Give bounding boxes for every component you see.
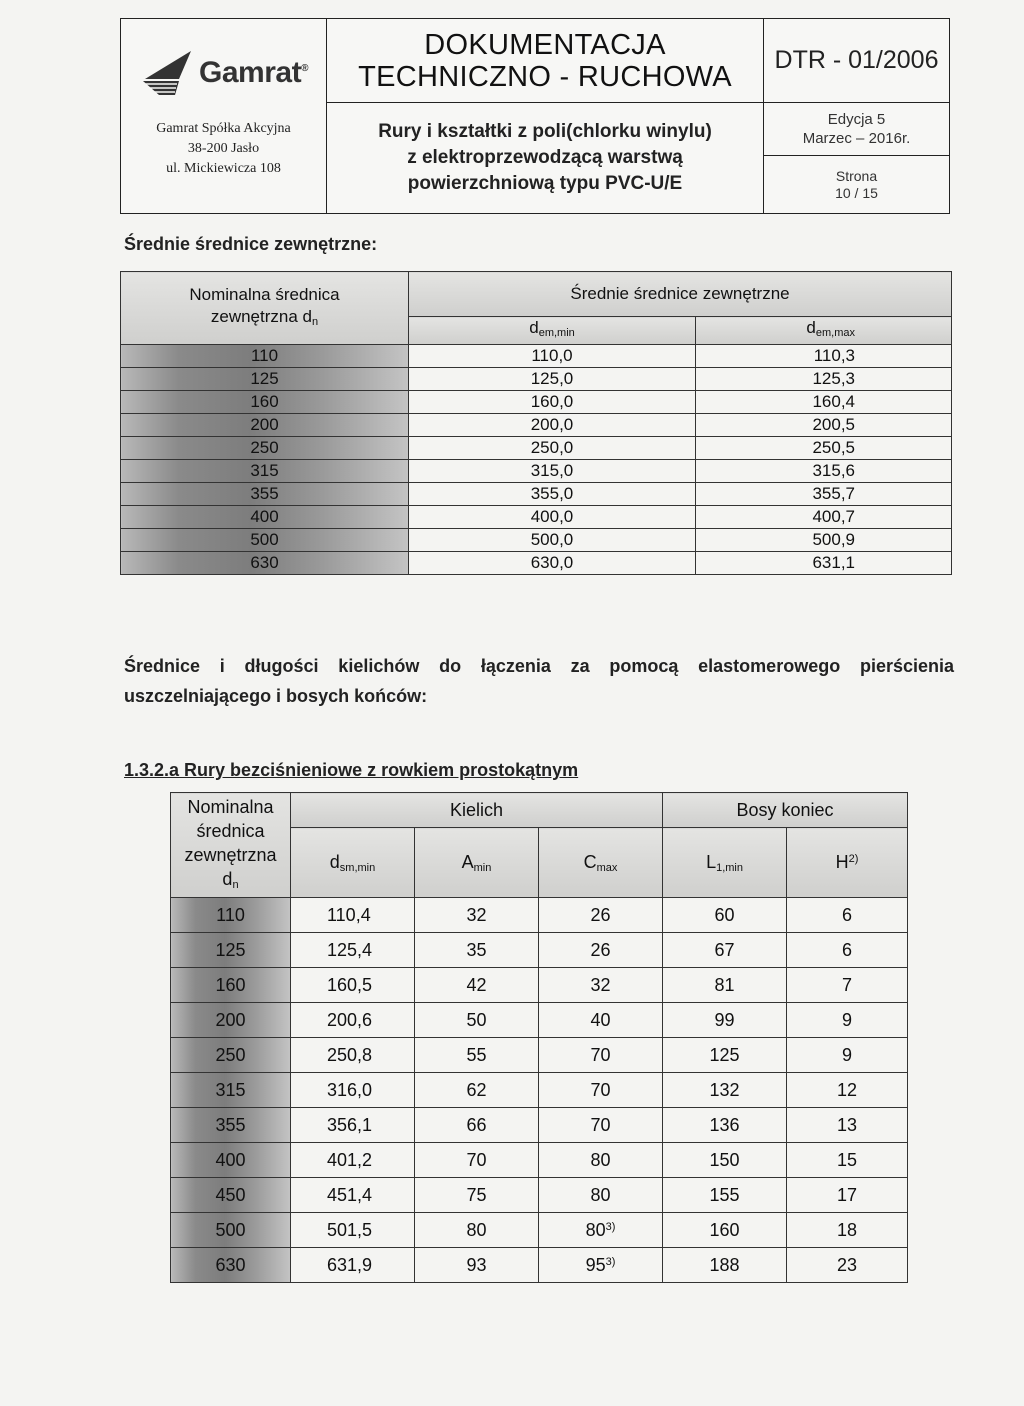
cell-l1-min: 155 — [663, 1178, 787, 1213]
cell-dsm-min: 451,4 — [291, 1178, 415, 1213]
header-dem-max: $d_{em,max}$ — [696, 317, 952, 345]
header-avg-group: Średnie średnice zewnętrzne — [409, 272, 952, 317]
cell-c-max: 80 — [539, 1178, 663, 1213]
cell-l1-min: 125 — [663, 1038, 787, 1073]
cell-dn: 110 — [171, 898, 291, 933]
cell-a-min: 35 — [415, 933, 539, 968]
company-city: 38-200 Jasło — [187, 141, 260, 156]
cell-dn: 125 — [121, 368, 409, 391]
table-row — [121, 506, 952, 529]
header-dsm-min: $d_{sm,min}$ — [291, 828, 415, 898]
cell-l1-min: 136 — [663, 1108, 787, 1143]
cell-dsm-min: 316,0 — [291, 1073, 415, 1108]
cell-l1-min: 188 — [663, 1248, 787, 1283]
cell-h: 6 — [787, 933, 908, 968]
header-a-min: $A_{min}$ — [415, 828, 539, 898]
cell-dn: 160 — [121, 391, 409, 414]
cell-a-min: 42 — [415, 968, 539, 1003]
table-row — [121, 345, 952, 368]
cell-h: 13 — [787, 1108, 908, 1143]
header-nominal-dn — [171, 793, 291, 898]
page-info — [764, 156, 949, 213]
doc-title-line-1: DOKUMENTACJA — [424, 28, 666, 61]
cell-a-min: 66 — [415, 1108, 539, 1143]
socket-dimensions-table — [170, 792, 908, 1283]
table-row — [121, 368, 952, 391]
title-cell — [327, 19, 764, 213]
cell-dem-min: 315,0 — [409, 460, 696, 483]
cell-a-min: 62 — [415, 1073, 539, 1108]
cell-dem-max: 250,5 — [696, 437, 952, 460]
header-bosy-koniec: Bosy koniec — [663, 793, 908, 828]
header-l1-min: $L_{1,min}$ — [663, 828, 787, 898]
header-dn-line-4: $d_n$ — [222, 869, 239, 891]
logo-cell — [121, 19, 327, 213]
avg-diameter-table — [120, 271, 952, 575]
socket-table-body — [171, 898, 908, 1283]
cell-dn: 160 — [171, 968, 291, 1003]
table-row — [171, 1073, 908, 1108]
cell-dn: 355 — [171, 1108, 291, 1143]
cell-dn: 125 — [171, 933, 291, 968]
table-row — [171, 1213, 908, 1248]
cell-dn: 630 — [121, 552, 409, 575]
cell-dem-max: 355,7 — [696, 483, 952, 506]
header-h: $H^{2)}$ — [787, 828, 908, 898]
cell-a-min: 75 — [415, 1178, 539, 1213]
cell-c-max: 32 — [539, 968, 663, 1003]
page-label: Strona — [835, 167, 878, 184]
cell-a-min: 80 — [415, 1213, 539, 1248]
table-row — [121, 391, 952, 414]
cell-dsm-min: 200,6 — [291, 1003, 415, 1038]
logo-text: Gamrat® — [199, 56, 308, 89]
cell-l1-min: 81 — [663, 968, 787, 1003]
cell-h: 17 — [787, 1178, 908, 1213]
cell-c-max: 80$^{3)}$ — [539, 1213, 663, 1248]
avg-table-body — [121, 345, 952, 575]
table-row — [171, 1178, 908, 1213]
header-nominal-diameter — [121, 272, 409, 345]
edition-date: Marzec – 2016r. — [802, 130, 911, 147]
company-address — [156, 119, 291, 179]
table-row — [121, 437, 952, 460]
table-row — [171, 1003, 908, 1038]
header-dn-line-2: średnica — [196, 821, 265, 841]
table-row — [121, 483, 952, 506]
cell-l1-min: 99 — [663, 1003, 787, 1038]
cell-h: 7 — [787, 968, 908, 1003]
table-row — [171, 1108, 908, 1143]
table-row — [171, 1248, 908, 1283]
gamrat-logo-icon — [139, 49, 197, 97]
table-row — [121, 529, 952, 552]
section-socket-subtitle: 1.3.2.a Rury bezciśnieniowe z rowkiem prostokątnym — [124, 760, 579, 780]
edition-label: Edycja 5 — [827, 111, 886, 128]
header-dn-line-3: zewnętrzna — [184, 845, 277, 865]
doc-subtitle-line-1: Rury i kształtki z poli(chlorku winylu) — [378, 121, 712, 142]
cell-h: 18 — [787, 1213, 908, 1248]
cell-dn: 315 — [171, 1073, 291, 1108]
cell-dem-min: 160,0 — [409, 391, 696, 414]
cell-dem-max: 400,7 — [696, 506, 952, 529]
doc-subtitle-line-2: z elektroprzewodzącą warstwą — [407, 147, 683, 168]
cell-h: 6 — [787, 898, 908, 933]
section-avg-title: Średnie średnice zewnętrzne: — [124, 234, 378, 254]
cell-a-min: 70 — [415, 1143, 539, 1178]
document-header — [120, 18, 950, 214]
cell-dn: 400 — [171, 1143, 291, 1178]
cell-dn: 110 — [121, 345, 409, 368]
cell-dem-min: 355,0 — [409, 483, 696, 506]
doc-title-line-2: TECHNICZNO - RUCHOWA — [358, 60, 732, 93]
cell-dem-max: 315,6 — [696, 460, 952, 483]
cell-dn: 355 — [121, 483, 409, 506]
cell-dn: 450 — [171, 1178, 291, 1213]
doc-subtitle — [327, 103, 763, 213]
gamrat-logo — [139, 49, 308, 97]
cell-dn: 250 — [171, 1038, 291, 1073]
table-row — [121, 414, 952, 437]
header-dn-line-1: Nominalna — [187, 797, 274, 817]
doc-title — [327, 19, 763, 103]
cell-dsm-min: 125,4 — [291, 933, 415, 968]
cell-dn: 200 — [121, 414, 409, 437]
cell-dn: 500 — [121, 529, 409, 552]
doc-number: DTR - 01/2006 — [764, 19, 949, 103]
cell-dem-min: 200,0 — [409, 414, 696, 437]
cell-a-min: 32 — [415, 898, 539, 933]
cell-h: 23 — [787, 1248, 908, 1283]
meta-cell — [764, 19, 949, 213]
cell-dsm-min: 110,4 — [291, 898, 415, 933]
cell-l1-min: 60 — [663, 898, 787, 933]
cell-h: 9 — [787, 1038, 908, 1073]
cell-dem-min: 125,0 — [409, 368, 696, 391]
table-row — [171, 1143, 908, 1178]
header-dem-min: $d_{em,min}$ — [409, 317, 696, 345]
header-nominal-line-1: Nominalna średnica — [189, 284, 340, 304]
edition-info — [764, 103, 949, 156]
cell-dn: 630 — [171, 1248, 291, 1283]
cell-dem-max: 160,4 — [696, 391, 952, 414]
cell-dem-min: 110,0 — [409, 345, 696, 368]
doc-subtitle-line-3: powierzchniową typu PVC-U/E — [407, 173, 683, 194]
company-street: ul. Mickiewicza 108 — [166, 161, 281, 176]
company-name: Gamrat Spółka Akcyjna — [156, 121, 291, 136]
header-kielich: Kielich — [291, 793, 663, 828]
cell-h: 15 — [787, 1143, 908, 1178]
table-row — [171, 1038, 908, 1073]
cell-a-min: 93 — [415, 1248, 539, 1283]
cell-dem-min: 630,0 — [409, 552, 696, 575]
cell-dn: 250 — [121, 437, 409, 460]
cell-c-max: 26 — [539, 898, 663, 933]
cell-dem-max: 631,1 — [696, 552, 952, 575]
cell-l1-min: 150 — [663, 1143, 787, 1178]
cell-l1-min: 160 — [663, 1213, 787, 1248]
cell-dem-max: 125,3 — [696, 368, 952, 391]
cell-a-min: 55 — [415, 1038, 539, 1073]
header-nominal-line-2: zewnętrzna $d_n$ — [210, 306, 319, 328]
cell-dsm-min: 501,5 — [291, 1213, 415, 1248]
cell-dem-max: 500,9 — [696, 529, 952, 552]
cell-c-max: 70 — [539, 1038, 663, 1073]
cell-c-max: 95$^{3)}$ — [539, 1248, 663, 1283]
cell-dn: 200 — [171, 1003, 291, 1038]
cell-h: 9 — [787, 1003, 908, 1038]
cell-c-max: 70 — [539, 1073, 663, 1108]
header-c-max: $C_{max}$ — [539, 828, 663, 898]
cell-c-max: 70 — [539, 1108, 663, 1143]
cell-dem-min: 250,0 — [409, 437, 696, 460]
cell-c-max: 40 — [539, 1003, 663, 1038]
cell-dem-max: 200,5 — [696, 414, 952, 437]
cell-dsm-min: 631,9 — [291, 1248, 415, 1283]
table-row — [171, 968, 908, 1003]
cell-dsm-min: 250,8 — [291, 1038, 415, 1073]
cell-a-min: 50 — [415, 1003, 539, 1038]
cell-l1-min: 132 — [663, 1073, 787, 1108]
section-socket-text: Średnice i długości kielichów do łączenia za pomocą elastomerowego pierścienia uszczelniającego i bosych końców: — [124, 656, 954, 706]
cell-dn: 400 — [121, 506, 409, 529]
cell-dem-max: 110,3 — [696, 345, 952, 368]
cell-dsm-min: 401,2 — [291, 1143, 415, 1178]
cell-dn: 315 — [121, 460, 409, 483]
table-row — [171, 933, 908, 968]
page-number: 10 / 15 — [835, 184, 878, 201]
cell-dem-min: 400,0 — [409, 506, 696, 529]
cell-h: 12 — [787, 1073, 908, 1108]
table-row — [171, 898, 908, 933]
table-row — [121, 552, 952, 575]
cell-dsm-min: 356,1 — [291, 1108, 415, 1143]
cell-c-max: 80 — [539, 1143, 663, 1178]
cell-dsm-min: 160,5 — [291, 968, 415, 1003]
table-row — [121, 460, 952, 483]
cell-dem-min: 500,0 — [409, 529, 696, 552]
cell-dn: 500 — [171, 1213, 291, 1248]
cell-c-max: 26 — [539, 933, 663, 968]
cell-l1-min: 67 — [663, 933, 787, 968]
